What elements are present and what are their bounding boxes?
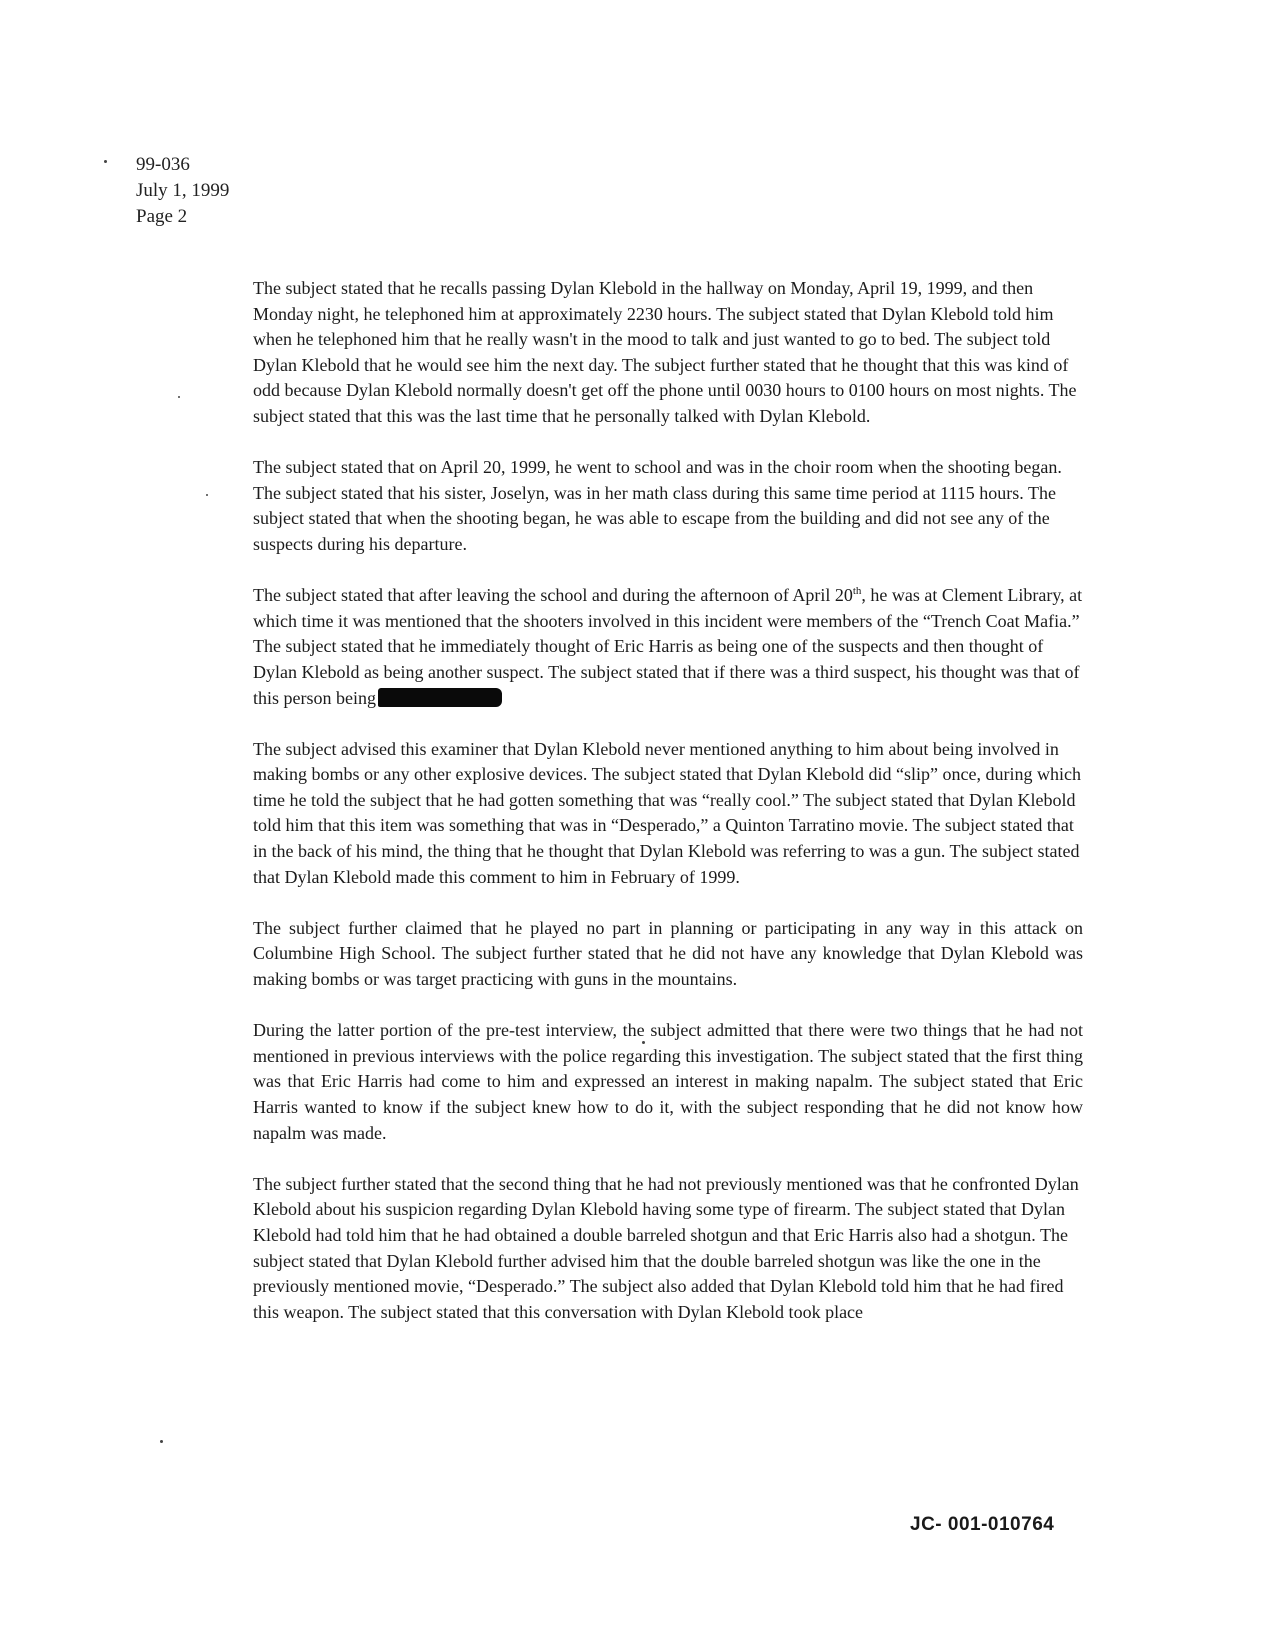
scan-speck <box>160 1440 163 1443</box>
paragraph-1: The subject stated that he recalls passing Dylan Klebold in the hallway on Monday, April 19, 1999, and then Monday night, he telephoned him at approximately 2230 hours. The subject stated that Dylan Klebold told him when he telephoned him that he really wasn't in the mood to talk and just wanted to go to bed. The subject told Dylan Klebold that he would see him the next day. The subject further stated that he thought that this was kind of odd because Dylan Klebold normally doesn't get off the phone until 0030 hours to 0100 hours on most nights. The subject stated that this was the last time that he personally talked with Dylan Klebold. <box>253 278 1077 426</box>
document-body <box>253 276 1083 1351</box>
scan-speck <box>642 1041 645 1044</box>
paragraph-5: The subject further claimed that he played no part in planning or participating in any way in this attack on Columbine High School. The subject further stated that he did not have any knowledge that Dylan Klebold was making bombs or was target practicing with guns in the mountains. <box>253 917 1083 990</box>
document-header <box>136 152 229 230</box>
paragraph-4: The subject advised this examiner that Dylan Klebold never mentioned anything to him about being involved in making bombs or any other explosive devices. The subject stated that Dylan Klebold did “slip” once, during which time he told the subject that he had gotten something that was “really cool.” The subject stated that Dylan Klebold told him that this item was something that was in “Desperado,” a Quinton Tarratino movie. The subject stated that in the back of his mind, the thing that he thought that Dylan Klebold was referring to was a gun. The subject stated that Dylan Klebold made this comment to him in February of 1999. <box>253 738 1081 887</box>
document-date: July 1, 1999 <box>136 180 230 201</box>
ordinal-suffix: th <box>852 585 862 598</box>
scan-speck <box>178 396 180 398</box>
scan-speck <box>104 160 107 163</box>
paragraph-3 <box>253 583 1083 711</box>
scan-speck <box>206 494 208 496</box>
paragraph-7: The subject further stated that the second thing that he had not previously mentioned was that he confronted Dylan Klebold about his suspicion regarding Dylan Klebold having some type of firearm. The subject stated that Dylan Klebold had told him that he had obtained a double barreled shotgun and that Eric Harris also had a shotgun. The subject stated that Dylan Klebold further advised him that the double barreled shotgun was like the one in the previously mentioned movie, “Desperado.” The subject also added that Dylan Klebold told him that he had fired this weapon. The subject stated that this conversation with Dylan Klebold took place <box>253 1173 1079 1322</box>
paragraph-3-text-b: , he was at Clement Library, at which time it was mentioned that the shooters involved in this incident were members of the “Trench Coat Mafia.” The subject stated that he immediately thought of Eric Harris as being one of the suspects and then thought of Dylan Klebold as being another suspect. The subject stated that if there was a third suspect, his thought was that of this person being <box>253 585 1083 708</box>
case-number: 99-036 <box>136 154 190 175</box>
page-number: Page 2 <box>136 206 188 227</box>
bates-number: JC- 001-010764 <box>910 1514 1055 1535</box>
paragraph-2: The subject stated that on April 20, 1999, he went to school and was in the choir room when the shooting began. The subject stated that his sister, Joselyn, was in her math class during this same time period at 1115 hours. The subject stated that when the shooting began, he was able to escape from the building and did not see any of the suspects during his departure. <box>253 457 1062 554</box>
paragraph-3-text-a: The subject stated that after leaving the school and during the afternoon of April 20 <box>253 585 853 606</box>
paragraph-6: During the latter portion of the pre-test interview, the subject admitted that there were two things that he had not mentioned in previous interviews with the police regarding this investigation. The subject stated that the first thing was that Eric Harris had come to him and expressed an interest in making napalm. The subject stated that Eric Harris wanted to know if the subject knew how to do it, with the subject responding that he did not know how napalm was made. <box>253 1020 1083 1143</box>
redaction-mark <box>378 688 502 707</box>
